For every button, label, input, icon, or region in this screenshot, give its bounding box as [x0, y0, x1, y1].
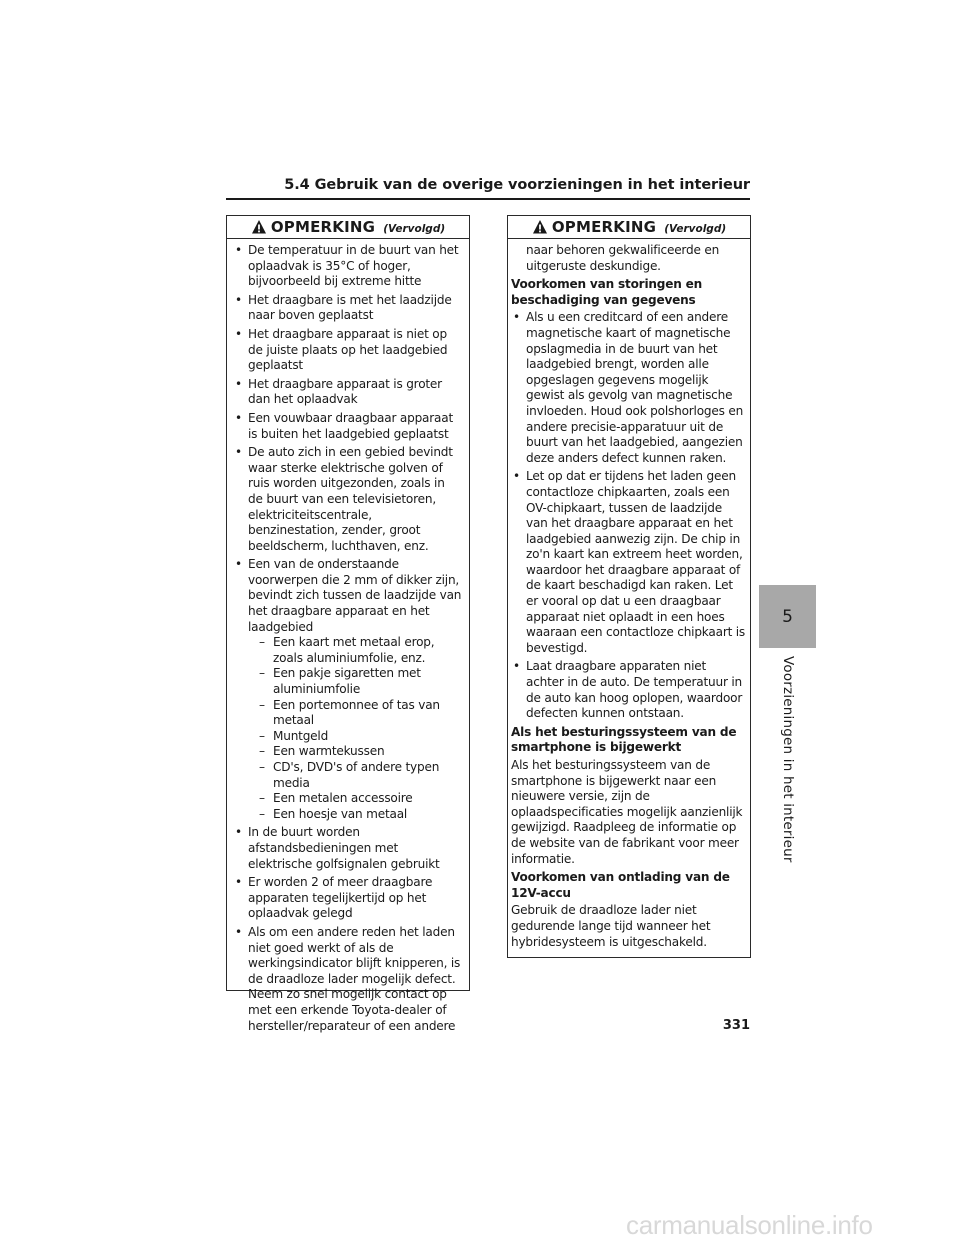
sub-list-item: – Een portemonnee of tas van metaal — [248, 698, 463, 729]
sub-list-item: – Muntgeld — [248, 729, 463, 745]
list-item: • De temperatuur in de buurt van het oplaadvak is 35°C of hoger, bijvoorbeeld bij extreme hitte — [233, 243, 463, 290]
warning-icon — [251, 219, 267, 235]
warning-icon — [532, 219, 548, 235]
chapter-number: 5 — [782, 606, 793, 627]
header-rule — [226, 198, 750, 200]
list-item: • In de buurt worden afstandsbedieningen met elektrische golfsignalen gebruikt — [233, 825, 463, 872]
list-item: • Laat draagbare apparaten niet achter in de auto. De temperatuur in de auto kan hoog oplopen, waardoor defecten kunnen ontstaan. — [511, 659, 746, 721]
list-item: • Het draagbare apparaat is niet op de juiste plaats op het laadgebied geplaatst — [233, 327, 463, 374]
section-heading: Voorkomen van storingen en beschadiging van gegevens — [511, 277, 703, 307]
section-heading: Voorkomen van ontlading van de 12V-accu — [511, 870, 730, 900]
continued-label: (Vervolgd) — [664, 222, 727, 235]
chapter-side-label — [762, 656, 814, 863]
chapter-title: Voorzieningen in het interieur — [780, 656, 796, 863]
list-item: • Het draagbare is met het laadzijde naar boven geplaatst — [233, 293, 463, 324]
sub-list-item: – Een hoesje van metaal — [248, 807, 463, 823]
page-number: 331 — [722, 1018, 750, 1033]
list-item: • Als u een creditcard of een andere magnetische kaart of magnetische opslagmedia in de buurt van het laadgebied brengt, worden alle opgeslagen gegevens mogelijk gewist als gevolg van magnetische invloeden. Houd ook polshorloges en andere precisie-apparatuur uit de buurt van het laadgebied, aangezien deze anders defect kunnen raken. — [511, 310, 746, 466]
paragraph: Als het besturingssysteem van de smartphone is bijgewerkt naar een nieuwere versie, zijn de oplaadspecificaties mogelijk aanzienlijk gewijzigd. Raadpleeg de informatie op de website van de fabrikant voor meer informatie. — [511, 758, 743, 866]
notice-title-bar — [227, 216, 469, 239]
paragraph: Gebruik de draadloze lader niet gedurende lange tijd wanneer het hybridesysteem is uitgeschakeld. — [511, 903, 711, 949]
list-item: • Let op dat er tijdens het laden geen contactloze chipkaarten, zoals een OV-chipkaart, tussen de laadzijde van het draagbare apparaat en het laadgebied aanwezig zijn. De chip in zo'n kaart kan extreem heet worden, waardoor het draagbare apparaat of de kaart beschadigd kan raken. Let er vooral op dat u een draagbaar apparaat niet oplaadt in een hoes waaraan een contactloze chipkaart is bevestigd. — [511, 469, 746, 656]
section-header: 5.4 Gebruik van de overige voorzieningen in het interieur — [284, 177, 750, 193]
list-item — [233, 557, 463, 822]
section-heading: Als het besturingssysteem van de smartphone is bijgewerkt — [511, 724, 737, 755]
continuation-text: naar behoren gekwalificeerde en uitgeruste deskundige. — [526, 243, 720, 273]
sub-list-item: – Een warmtekussen — [248, 744, 463, 760]
watermark: carmanualsonline.info — [626, 1210, 873, 1240]
list-item: • Een vouwbaar draagbaar apparaat is buiten het laadgebied geplaatst — [233, 411, 463, 442]
chapter-tab — [759, 585, 816, 648]
sub-list-item: – Een metalen accessoire — [248, 791, 463, 807]
notice-box-left — [226, 215, 470, 1033]
sub-list-item: – Een pakje sigaretten met aluminiumfolie — [248, 666, 463, 697]
sub-list-item: – CD's, DVD's of andere typen media — [248, 760, 463, 791]
notice-box-right — [507, 215, 751, 958]
list-item-text: Een van de onderstaande voorwerpen die 2 mm of dikker zijn, bevindt zich tussen de laadzijde van het draagbare apparaat en het laadgebied — [248, 557, 462, 634]
list-item: • De auto zich in een gebied bevindt waar sterke elektrische golven of ruis worden uitgezonden, zoals in de buurt van een televisietoren, elektriciteitscentrale, benzinestation, zender, groot beeldscherm, luchthaven, enz. — [233, 445, 463, 554]
list-item: • Het draagbare apparaat is groter dan het oplaadvak — [233, 377, 463, 408]
notice-title: OPMERKING — [270, 218, 376, 236]
notice-title-bar — [508, 216, 750, 239]
list-item: • Als om een andere reden het laden niet goed werkt of als de werkingsindicator blijft knipperen, is de draadloze lader mogelijk defect. Neem zo snel mogelijk contact op met een erkende Toyota-dealer of hersteller/reparateur of een andere — [233, 925, 463, 1034]
list-item: • Er worden 2 of meer draagbare apparaten tegelijkertijd op het oplaadvak gelegd — [233, 875, 463, 922]
continued-label: (Vervolgd) — [383, 222, 446, 235]
notice-title: OPMERKING — [551, 218, 657, 236]
sub-list-item: – Een kaart met metaal erop, zoals aluminiumfolie, enz. — [248, 635, 463, 666]
